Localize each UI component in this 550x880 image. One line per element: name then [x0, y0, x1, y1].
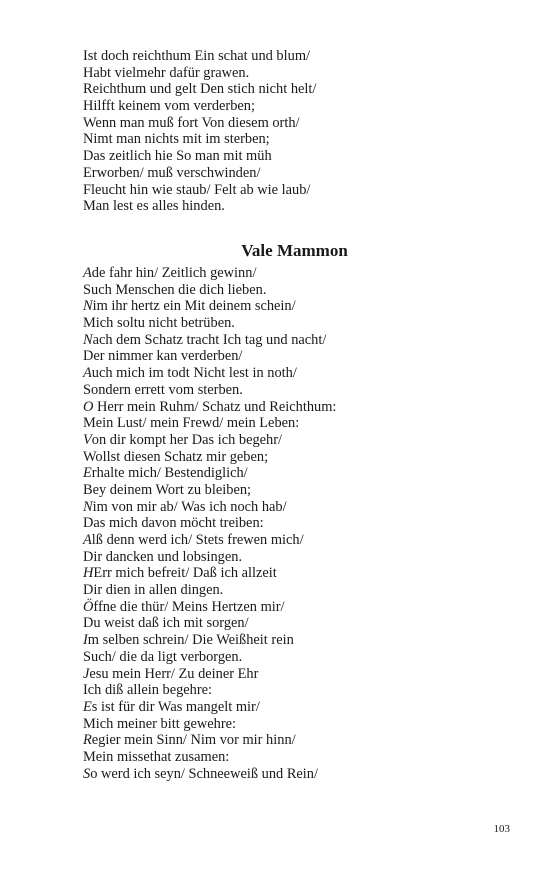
verse-line — [83, 732, 483, 749]
verse-line — [83, 298, 483, 315]
verse-text: Mich meiner bitt gewehre: — [83, 715, 237, 732]
verse-line — [83, 499, 483, 516]
verse-line — [83, 432, 483, 449]
verse-line — [83, 632, 483, 649]
verse-line: Ist doch reichthum Ein schat und blum/ — [83, 48, 311, 64]
stanza-acrostic — [83, 265, 483, 782]
verse-line — [83, 365, 483, 382]
verse-line — [83, 565, 483, 582]
acrostic-letter: A — [83, 265, 92, 281]
verse-text: Such Menschen die dich lieben. — [83, 281, 267, 298]
verse-text: s ist für dir Was mangelt mir/ — [91, 698, 260, 715]
acrostic-letter: N — [83, 298, 93, 315]
acrostic-letter: E — [83, 698, 92, 715]
acrostic-letter: V — [83, 431, 92, 448]
verse-line — [83, 532, 483, 549]
verse-line — [83, 465, 483, 482]
verse-text: de fahr hin/ Zeitlich gewinn/ — [91, 265, 257, 281]
verse-line — [83, 449, 483, 466]
verse-text: Dir dancken und lobsingen. — [83, 548, 243, 565]
acrostic-letter: Ö — [83, 598, 94, 615]
verse-text: lß denn werd ich/ Stets frewen mich/ — [91, 532, 304, 548]
verse-text: rhalte mich/ Bestendiglich/ — [91, 465, 248, 482]
verse-line — [83, 382, 483, 399]
verse-text: egier mein Sinn/ Nim vor mir hinn/ — [91, 732, 296, 749]
verse-line — [83, 682, 483, 699]
verse-line — [83, 315, 483, 332]
verse-text: Err mich befreit/ Daß ich allzeit — [93, 565, 277, 582]
verse-text: uch mich im todt Nicht lest in noth/ — [91, 365, 297, 382]
acrostic-letter: A — [83, 365, 92, 382]
acrostic-letter: E — [83, 465, 92, 482]
verse-line — [83, 599, 483, 616]
verse-line — [83, 615, 483, 632]
verse-line — [83, 582, 483, 599]
verse-line: Nimt man nichts mit im sterben; — [83, 131, 270, 148]
verse-line: Fleucht hin wie staub/ Felt ab wie laub/ — [83, 181, 311, 198]
verse-text: Mein missethat zusamen: — [83, 748, 230, 765]
acrostic-letter: R — [83, 732, 92, 749]
verse-line — [83, 666, 483, 683]
verse-text: o werd ich seyn/ Schneeweiß und Rein/ — [90, 765, 319, 782]
verse-line: Wenn man muß fort Von diesem orth/ — [83, 114, 300, 131]
verse-text: Mich soltu nicht betrüben. — [83, 315, 235, 332]
stanza-top — [83, 48, 483, 215]
verse-text: Ich diß allein begehre: — [83, 682, 213, 699]
verse-text: Herr mein Ruhm/ Schatz und Reichthum: — [93, 398, 337, 415]
verse-text: Wollst diesen Schatz mir geben; — [83, 448, 269, 465]
acrostic-letter: N — [83, 331, 93, 348]
verse-line — [83, 649, 483, 666]
verse-line: Habt vielmehr dafür grawen. — [83, 64, 250, 81]
verse-text: on dir kompt her Das ich begehr/ — [91, 431, 283, 448]
verse-text: Du weist daß ich mit sorgen/ — [83, 615, 249, 632]
acrostic-letter: H — [83, 565, 94, 582]
acrostic-letter: S — [83, 765, 91, 782]
verse-text: Dir dien in allen dingen. — [83, 582, 224, 599]
page-number: 103 — [493, 823, 510, 835]
verse-line — [83, 549, 483, 566]
verse-text: Der nimmer kan verderben/ — [83, 348, 243, 365]
verse-line — [83, 415, 483, 432]
acrostic-letter: N — [83, 498, 93, 515]
acrostic-letter: A — [83, 532, 92, 548]
verse-text: Mein Lust/ mein Frewd/ mein Leben: — [83, 415, 300, 432]
verse-text: ach dem Schatz tracht Ich tag und nacht/ — [92, 331, 327, 348]
verse-line — [83, 332, 483, 349]
acrostic-letter: I — [83, 632, 88, 649]
verse-line — [83, 749, 483, 766]
verse-line: Reichthum und gelt Den stich nicht helt/ — [83, 81, 317, 98]
verse-text: Das mich davon möcht treiben: — [83, 515, 264, 532]
verse-line — [83, 282, 483, 299]
verse-line — [83, 399, 483, 416]
verse-text: im von mir ab/ Was ich noch hab/ — [92, 498, 287, 515]
verse-line — [83, 699, 483, 716]
verse-text: esu mein Herr/ Zu deiner Ehr — [89, 665, 259, 682]
verse-line: Man lest es alles hinden. — [83, 198, 225, 215]
verse-text: m selben schrein/ Die Weißheit rein — [87, 632, 294, 649]
verse-line: Das zeitlich hie So man mit müh — [83, 148, 272, 165]
verse-line: Hilfft keinem vom verderben; — [83, 98, 255, 115]
poem-heading: Vale Mammon — [241, 241, 348, 260]
verse-text: im ihr hertz ein Mit deinem schein/ — [92, 298, 296, 315]
verse-line — [83, 766, 483, 783]
verse-text: Bey deinem Wort zu bleiben; — [83, 481, 252, 498]
verse-text: Such/ die da ligt verborgen. — [83, 648, 243, 665]
acrostic-letter: O — [83, 398, 94, 415]
verse-line — [83, 482, 483, 499]
verse-text: ffne die thür/ Meins Hertzen mir/ — [93, 598, 285, 615]
verse-line — [83, 515, 483, 532]
verse-line: Erworben/ muß verschwinden/ — [83, 164, 261, 181]
verse-line — [83, 348, 483, 365]
verse-text: Sondern errett vom sterben. — [83, 381, 243, 398]
acrostic-letter: J — [83, 665, 90, 682]
verse-line — [83, 716, 483, 733]
verse-line — [83, 265, 483, 282]
